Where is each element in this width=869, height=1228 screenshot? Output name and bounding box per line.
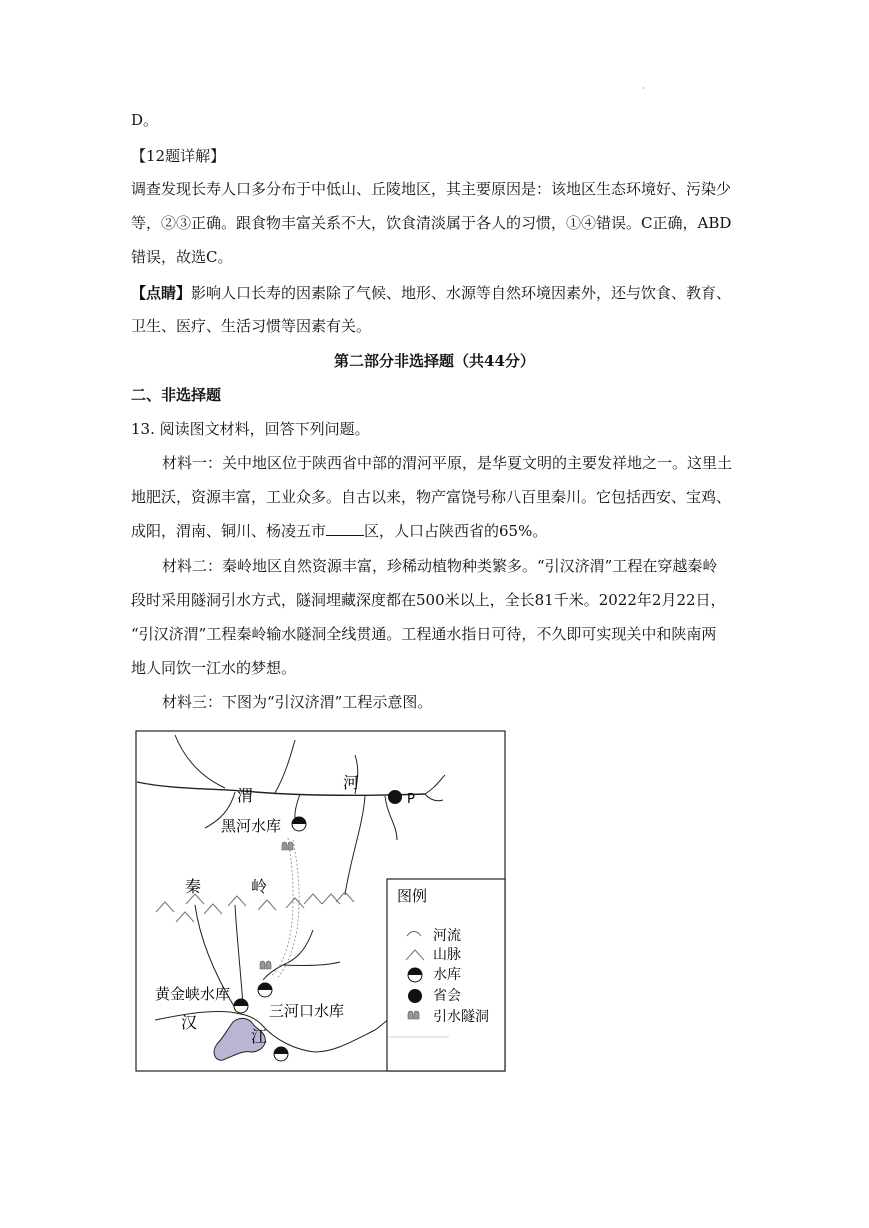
header-mark: · [642, 84, 645, 93]
material-1-line-2: 地肥沃，资源丰富，工业众多。自古以来，物产富饶号称八百里秦川。它包括西安、宝鸡、 [131, 488, 732, 506]
legend [387, 879, 505, 1071]
label-sanhekou: 三河口水库 [269, 1002, 345, 1020]
legend-tunnel: 引水隧洞 [433, 1009, 489, 1025]
label-wei: 渭 [237, 786, 254, 805]
legend-river: 河流 [433, 928, 461, 944]
reservoir-icon [274, 1047, 288, 1061]
capital-icon [388, 790, 402, 804]
label-jiang: 江 [251, 1027, 268, 1046]
label-p: P [407, 792, 415, 807]
label-qin: 秦 [185, 877, 202, 896]
question-13: 13. 阅读图文材料，回答下列问题。 [131, 420, 370, 438]
huangjinxia-reservoir-icon [234, 999, 248, 1013]
q12-detail-line-2: 等，②③正确。跟食物丰富关系不大，饮食清淡属于各人的习惯，①④错误。C正确，ABD [131, 214, 732, 232]
label-heihe: 黑河水库 [221, 817, 282, 835]
q12-detail-heading: 【12题详解】 [131, 147, 226, 165]
material-1-line-3 [131, 520, 547, 542]
label-he: 河 [343, 773, 360, 792]
material-2-line-2: 段时采用隧洞引水方式，隧洞埋藏深度都在500米以上，全长81千米。2022年2月22日， [131, 591, 726, 609]
part-title: 二、非选择题 [131, 386, 222, 404]
reservoir-legend-icon [408, 968, 422, 982]
sanhekou-reservoir-icon [258, 983, 272, 997]
material-3: 材料三：下图为“引汉济渭”工程示意图。 [162, 693, 433, 711]
tip-line-2: 卫生、医疗、生活习惯等因素有关。 [131, 317, 372, 335]
legend-capital: 省会 [433, 988, 461, 1004]
material-1-line-3-pre: 成阳，渭南、铜川、杨凌五市 [131, 522, 327, 540]
material-2-line-3: “引汉济渭”工程秦岭输水隧洞全线贯通。工程通水指日可待，不久即可实现关中和陕南两 [131, 625, 717, 643]
q12-detail-line-1: 调查发现长寿人口多分布于中低山、丘陵地区，其主要原因是：该地区生态环境好、污染少 [131, 180, 732, 198]
project-map [135, 730, 507, 1074]
legend-title: 图例 [397, 887, 428, 905]
tip-line-1 [131, 282, 731, 304]
q12-detail-line-3: 错误，故选C。 [131, 248, 233, 266]
material-2-line-1: 材料二：秦岭地区自然资源丰富，珍稀动植物种类繁多。“引汉济渭”工程在穿越秦岭 [162, 557, 718, 575]
section-title: 第二部分非选择题（共44分） [334, 352, 535, 370]
tip-tag: 【点睛】 [131, 284, 192, 302]
heihe-reservoir-icon [292, 817, 306, 831]
legend-mountain: 山脉 [433, 947, 461, 963]
material-1-line-1: 材料一：关中地区位于陕西省中部的渭河平原，是华夏文明的主要发祥地之一。这里土 [162, 454, 733, 472]
label-han: 汉 [181, 1013, 198, 1032]
material-1-line-3-post: 区，人口占陕西省的65%。 [364, 522, 548, 540]
label-huangjinxia: 黄金峡水库 [155, 985, 231, 1003]
capital-legend-icon [408, 989, 422, 1003]
answer-d: D。 [131, 111, 159, 129]
material-2-line-4: 地人同饮一江水的梦想。 [131, 659, 297, 677]
fill-blank [326, 521, 364, 536]
label-ling: 岭 [251, 877, 268, 896]
tip-text: 影响人口长寿的因素除了气候、地形、水源等自然环境因素外，还与饮食、教育、 [191, 284, 732, 302]
legend-reservoir: 水库 [433, 967, 461, 983]
